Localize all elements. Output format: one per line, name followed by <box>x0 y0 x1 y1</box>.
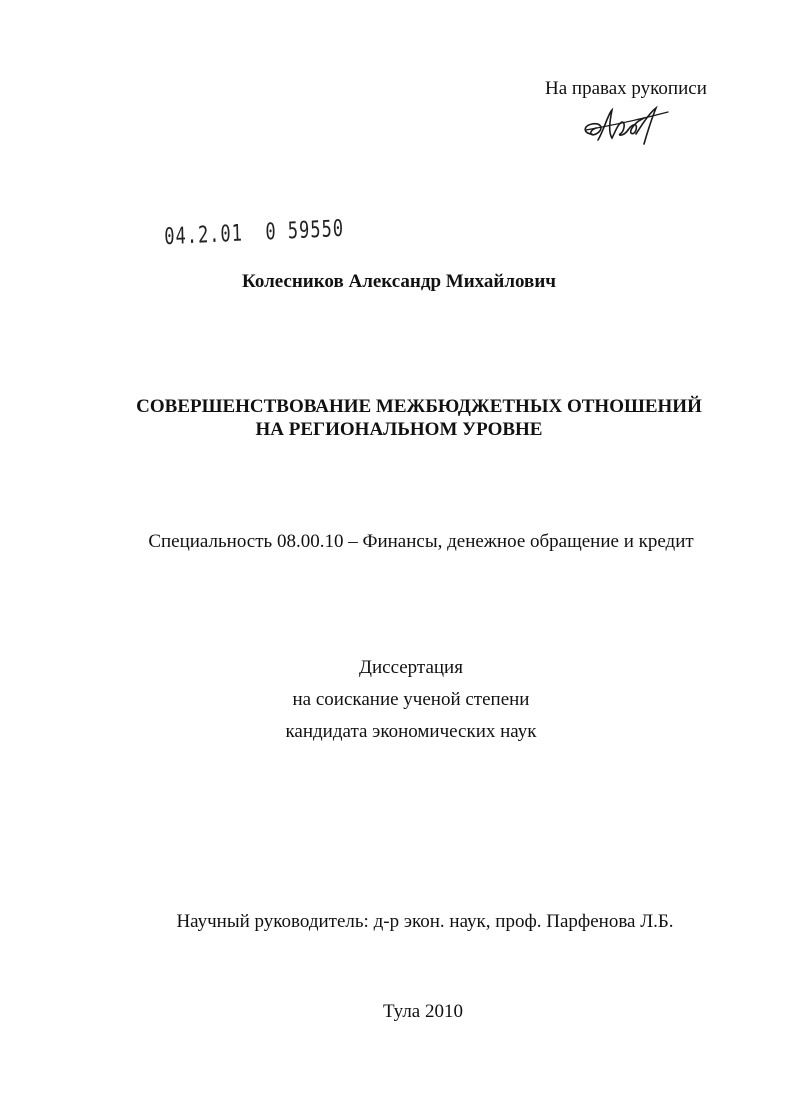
degree-purpose: на соискание ученой степени <box>292 689 530 710</box>
dissertation-label: Диссертация <box>359 657 463 678</box>
city-year: Тула 2010 <box>383 1001 463 1022</box>
dissertation-title-line-2: НА РЕГИОНАЛЬНОМ УРОВНЕ <box>255 419 543 440</box>
manuscript-note: На правах рукописи <box>545 78 707 99</box>
registration-number: 04.2.01 0 59550 <box>164 215 345 251</box>
signature-icon <box>578 100 674 152</box>
specialty-text: Специальность 08.00.10 – Финансы, денежное обращение и кредит <box>148 531 694 552</box>
degree-name: кандидата экономических наук <box>285 721 537 742</box>
dissertation-title-line-1: СОВЕРШЕНСТВОВАНИЕ МЕЖБЮДЖЕТНЫХ ОТНОШЕНИЙ <box>136 396 702 417</box>
scientific-supervisor: Научный руководитель: д-р экон. наук, проф. Парфенова Л.Б. <box>176 911 674 932</box>
author-name: Колесников Александр Михайлович <box>242 271 556 292</box>
